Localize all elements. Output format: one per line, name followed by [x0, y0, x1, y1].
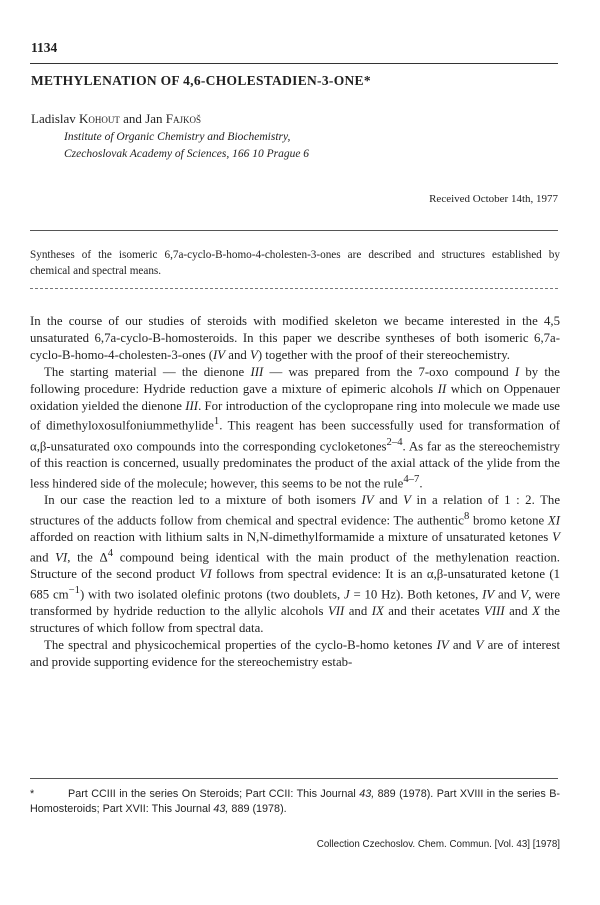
received-date: Received October 14th, 1977 [429, 193, 558, 205]
affiliation-line-2: Czechoslovak Academy of Sciences, 166 10 Prague 6 [64, 148, 310, 160]
author-line [31, 111, 201, 127]
author-1-family: Kohout [79, 111, 120, 126]
paragraph-3: In our case the reaction led to a mixture of both isomers IV and V in a relation of 1 : 2. The structures of the adducts follow from chemical and spectral evidence: The authentic$^8$ bromo ketone XI afforded on reaction with lithium salts in N,N-dimethylformamide a mixture of unsaturated ketones V and VI, the $\Delta^4$ compound being identical with the main product of the methylenation reaction. Structure of the second product VI follows from spectral evidence: It is an α,β-unsaturated ketone (1 685 $cm^{-1}$) with two isolated olefinic protons (two doublets, J = 10 Hz). Both ketones, IV and V, were transformed by hydride reduction to the allylic alcohols VII and IX and their acetates VIII and X the structures of which follow from spectral data. [30, 492, 561, 635]
abstract: Syntheses of the isomeric 6,7a-cyclo-B-homo-4-cholesten-3-ones are described and structures established by chemical and spectral means. [30, 249, 560, 277]
header-rule [30, 63, 558, 64]
abstract-top-rule [30, 230, 558, 231]
paragraph-2: The starting material — the dienone III — was prepared from the 7-oxo compound I by the following procedure: Hydride reduction gave a mixture of epimeric alcohols II which on Oppenauer oxidation yielded the dienone III. For introduction of the cyclopropane ring into molecule we made use of dimethyloxosulfoniummethylide$^1$. This reagent has been successfully used for transformation of α,β-unsaturated oxo compounds into the corresponding cycloketones$^{2-4}$. As far as the stereochemistry of this reaction is concerned, usually predominates the product of the axial attack of the ylide from the less hindered side of the molecule; however, this seems to be not the rule$^{4-7}$. [30, 364, 561, 490]
article-title: METHYLENATION OF 4,6-CHOLESTADIEN-3-ONE* [31, 73, 371, 88]
footnote: * Part CCIII in the series On Steroids; Part CCII: This Journal 43, 889 (1978). Part XVIII in the series B-Homosteroids; Part XVII: This Journal 43, 889 (1978). [30, 788, 561, 815]
page-number: 1134 [31, 40, 58, 55]
citation-ref: 8 [464, 510, 470, 522]
journal-citation-footer: Collection Czechoslov. Chem. Commun. [Vol. 43] [1978] [316, 839, 560, 850]
footnote-mark: * [30, 788, 35, 800]
author-1-given: Ladislav [31, 111, 76, 126]
article-body [30, 313, 560, 671]
citation-ref: 4–7 [403, 473, 420, 485]
affiliation-line-1: Institute of Organic Chemistry and Biochemistry, [64, 131, 291, 143]
abstract-bottom-rule [30, 288, 558, 289]
paragraph-1: In the course of our studies of steroids with modified skeleton we became interested in the 4,5 unsaturated 6,7a-cyclo-B-homosteroids. In this paper we describe syntheses of both isomeric 6,7a-cyclo-B-homo-4-cholesten-3-ones (IV and V) together with the proof of their stereochemistry. [30, 314, 560, 362]
author-connector: and [123, 111, 142, 126]
author-2-family: Fajkoš [165, 111, 202, 126]
footnote-rule [30, 778, 558, 779]
citation-ref: 2–4 [386, 436, 403, 448]
citation-ref: 1 [213, 416, 220, 428]
paragraph-4: The spectral and physicochemical properties of the cyclo-B-homo ketones IV and V are of interest and provide supporting evidence for the stereochemistry estab- [30, 637, 560, 669]
author-2-given: Jan [145, 111, 163, 126]
